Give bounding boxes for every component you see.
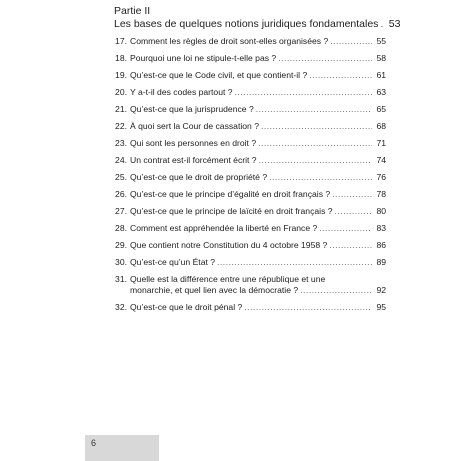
entry-title: Qu’est-ce que le principe de laïcité en droit français ? [130, 206, 333, 216]
entry-page-number: 95 [376, 302, 386, 312]
entry-title: Qu’est-ce que le Code civil, et que contient-il ? [130, 70, 308, 80]
entry-number: 22. [115, 121, 127, 131]
entry-number: 25. [115, 172, 127, 182]
dot-leader [256, 104, 372, 115]
entry-title-wrap [130, 257, 374, 268]
dot-leader [278, 53, 372, 64]
entry-title: Qu’est-ce que le droit pénal ? [130, 302, 243, 312]
entry-title-wrap [130, 223, 374, 234]
entry-page-number: 61 [376, 70, 386, 80]
entry-title: Comment est appréhendée la liberté en France ? [130, 223, 318, 233]
toc-entry [114, 206, 386, 223]
toc-entry [114, 274, 386, 302]
dot-leader [332, 189, 372, 200]
entry-page-number: 74 [376, 155, 386, 165]
entry-number: 18. [115, 53, 127, 63]
dot-leader [244, 302, 372, 313]
toc-entry [114, 302, 386, 319]
dot-leader [217, 257, 372, 268]
entry-title-wrap [130, 70, 374, 81]
entry-title-wrap [130, 206, 374, 217]
dot-leader [319, 223, 372, 234]
entry-title: Pourquoi une loi ne stipule-t-elle pas ? [130, 53, 277, 63]
entry-title: À quoi sert la Cour de cassation ? [130, 121, 259, 131]
entry-title-wrap [130, 189, 374, 200]
toc-entry [114, 87, 386, 104]
entry-number: 19. [115, 70, 127, 80]
entry-page-number: 58 [376, 53, 386, 63]
entry-page-number: 86 [376, 240, 386, 250]
entry-page-number: 63 [376, 87, 386, 97]
toc-entries [114, 36, 386, 319]
dot-leader [261, 121, 372, 132]
toc-entry [114, 240, 386, 257]
part-title: Les bases de quelques notions juridiques fondamentales [114, 18, 379, 30]
entry-page-number: 89 [376, 257, 386, 267]
dot-leader [235, 87, 372, 98]
entry-number: 29. [115, 240, 127, 250]
page-number-tab [85, 435, 159, 461]
entry-page-number: 68 [376, 121, 386, 131]
entry-page-number: 76 [376, 172, 386, 182]
entry-title-wrap [130, 302, 374, 313]
entry-title-wrap [130, 155, 374, 166]
entry-title: Qui sont les personnes en droit ? [130, 138, 257, 148]
dot-leader [300, 285, 372, 296]
entry-title-wrap [130, 274, 386, 295]
toc-entry [114, 189, 386, 206]
toc-entry [114, 172, 386, 189]
entry-title-wrap [130, 121, 374, 132]
entry-title-wrap [130, 240, 374, 251]
part-label: Partie II [114, 5, 151, 17]
entry-number: 21. [115, 104, 127, 114]
entry-title-wrap [130, 172, 374, 183]
toc-entry [114, 155, 386, 172]
entry-title-wrap [130, 87, 374, 98]
entry-title: Qu’est-ce que la jurisprudence ? [130, 104, 254, 114]
entry-page-number: 83 [376, 223, 386, 233]
toc-entry [114, 138, 386, 155]
entry-page-number: 55 [376, 36, 386, 46]
dot-leader [380, 17, 384, 31]
entry-number: 20. [115, 87, 127, 97]
entry-number: 30. [115, 257, 127, 267]
entry-number: 31. [115, 274, 127, 284]
toc-entry [114, 36, 386, 53]
part-page-number: 53 [388, 18, 401, 30]
dot-leader [335, 206, 372, 217]
entry-page-number: 80 [376, 206, 386, 216]
entry-number: 28. [115, 223, 127, 233]
entry-title: Comment les règles de droit sont-elles organisées ? [130, 36, 329, 46]
dot-leader [258, 138, 372, 149]
entry-page-number: 71 [376, 138, 386, 148]
entry-title: Y a-t-il des codes partout ? [130, 87, 233, 97]
toc-entry [114, 121, 386, 138]
entry-title: Que contient notre Constitution du 4 octobre 1958 ? [130, 240, 328, 250]
toc-entry [114, 53, 386, 70]
entry-number: 27. [115, 206, 127, 216]
entry-number: 32. [115, 302, 127, 312]
entry-title: Qu’est-ce que le principe d’égalité en droit français ? [130, 189, 331, 199]
toc-entry [114, 257, 386, 274]
entry-title: Qu’est-ce que le droit de propriété ? [130, 172, 268, 182]
entry-title-wrap [130, 138, 374, 149]
entry-title-line2-row [130, 285, 386, 296]
entry-number: 26. [115, 189, 127, 199]
entry-number: 24. [115, 155, 127, 165]
entry-title-wrap [130, 36, 374, 47]
entry-number: 23. [115, 138, 127, 148]
entry-title-wrap [130, 104, 374, 115]
dot-leader [330, 36, 372, 47]
dot-leader [259, 155, 372, 166]
dot-leader [269, 172, 372, 183]
part-title-row [114, 17, 401, 31]
entry-page-number: 92 [376, 284, 386, 295]
entry-title-line1: Quelle est la différence entre une république et une [130, 274, 326, 284]
dot-leader [329, 240, 372, 251]
entry-title: Un contrat est-il forcément écrit ? [130, 155, 257, 165]
entry-number: 17. [115, 36, 127, 46]
toc-entry [114, 104, 386, 121]
entry-page-number: 65 [376, 104, 386, 114]
dot-leader [309, 70, 372, 81]
toc-entry [114, 70, 386, 87]
entry-page-number: 78 [376, 189, 386, 199]
entry-title-line2: monarchie, et quel lien avec la démocratie ? [130, 284, 299, 295]
page-number: 6 [91, 438, 97, 448]
entry-title-wrap [130, 53, 374, 64]
entry-title: Qu’est-ce qu’un État ? [130, 257, 216, 267]
toc-entry [114, 223, 386, 240]
